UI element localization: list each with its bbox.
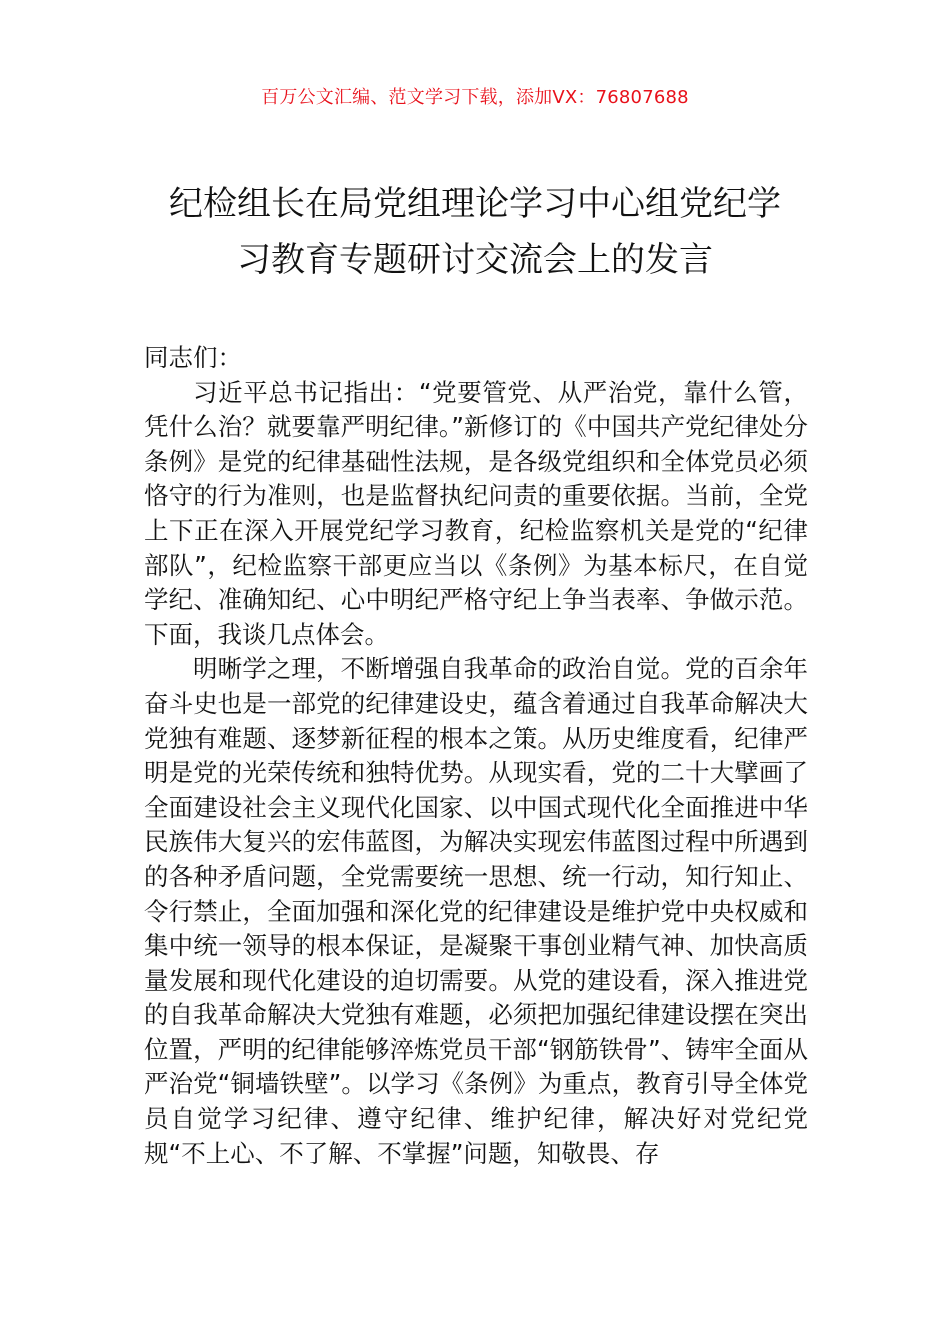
title-line-1: 纪检组长在局党组理论学习中心组党纪学 <box>169 184 781 224</box>
paragraph-intro: 习近平总书记指出：“党要管党、从严治党，靠什么管，凭什么治？就要靠严明纪律。”新修订的《中国共产党纪律处分条例》是党的纪律基础性法规，是各级党组织和全体党员必须恪守的行为准则，也是监督执纪问责的重要依据。当前，全党上下正在深入开展党纪学习教育，纪检监察机关是党的“纪律部队”，纪检监察干部更应当以《条例》为基本标尺，在自觉学纪、准确知纪、心中明纪严格守纪上争当表率、争做示范。下面，我谈几点体会。 <box>144 377 808 649</box>
salutation: 同志们： <box>144 343 242 372</box>
document-title <box>130 176 820 288</box>
header-note: 百万公文汇编、范文学习下载，添加VX：76807688 <box>261 87 689 108</box>
title-line-2: 习教育专题研讨交流会上的发言 <box>237 240 713 280</box>
document-body <box>144 341 808 1171</box>
paragraph-section-1: 明晰学之理，不断增强自我革命的政治自觉。党的百余年奋斗史也是一部党的纪律建设史，蕴含着通过自我革命解决大党独有难题、逐梦新征程的根本之策。从历史维度看，纪律严明是党的光荣传统和独特优势。从现实看，党的二十大擘画了全面建设社会主义现代化国家、以中国式现代化全面推进中华民族伟大复兴的宏伟蓝图，为解决实现宏伟蓝图过程中所遇到的各种矛盾问题，全党需要统一思想、统一行动，知行知止、令行禁止，全面加强和深化党的纪律建设是维护党中央权威和集中统一领导的根本保证，是凝聚干事创业精气神、加快高质量发展和现代化建设的迫切需要。从党的建设看，深入推进党的自我革命解决大党独有难题，必须把加强纪律建设摆在突出位置，严明的纪律能够淬炼党员干部“钢筋铁骨”、铸牢全面从严治党“铜墙铁壁”。以学习《条例》为重点，教育引导全体党员自觉学习纪律、遵守纪律、维护纪律，解决好对党纪党规“不上心、不了解、不掌握”问题，知敬畏、存 <box>144 654 808 1168</box>
